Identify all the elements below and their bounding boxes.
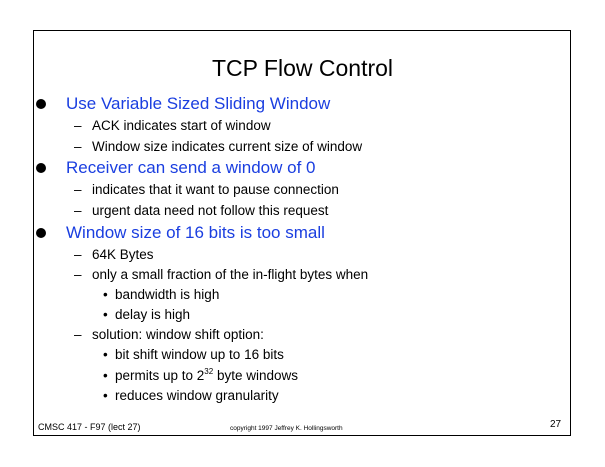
sub-sub-bullet-bandwidth bbox=[103, 286, 220, 304]
small-bullet-icon: • bbox=[103, 368, 108, 383]
footer-course: CMSC 417 - F97 (lect 27) bbox=[38, 422, 141, 432]
sub-bullet-text: ACK indicates start of window bbox=[92, 118, 271, 133]
sub-sub-bullet-text: delay is high bbox=[115, 307, 191, 322]
footer-copyright: copyright 1997 Jeffrey K. Hollingsworth bbox=[230, 425, 343, 432]
sub-bullet-text: Window size indicates current size of window bbox=[92, 139, 363, 154]
bullet-text: Window size of 16 bits is too small bbox=[66, 223, 325, 242]
sub-sub-bullet-text-after: byte windows bbox=[213, 368, 298, 383]
sub-sub-bullet-permits bbox=[103, 367, 298, 385]
sub-bullet-text: only a small fraction of the in-flight bytes when bbox=[92, 267, 369, 282]
sub-bullet-text: indicates that it want to pause connection bbox=[92, 182, 339, 197]
page-number: 27 bbox=[550, 419, 562, 430]
sub-bullet-text: urgent data need not follow this request bbox=[92, 203, 329, 218]
sub-bullet-window-size bbox=[74, 138, 363, 156]
small-bullet-icon: • bbox=[103, 347, 108, 362]
dash-icon: – bbox=[74, 267, 82, 282]
sub-sub-bullet-text: reduces window granularity bbox=[115, 388, 279, 403]
sub-sub-bullet-delay bbox=[103, 306, 191, 324]
slide-title: TCP Flow Control bbox=[211, 55, 394, 81]
sub-bullet-text: 64K Bytes bbox=[92, 247, 154, 262]
sub-sub-bullet-granularity bbox=[103, 387, 279, 405]
exponent: 32 bbox=[204, 367, 214, 376]
small-bullet-icon: • bbox=[103, 307, 108, 322]
dash-icon: – bbox=[74, 139, 82, 154]
sub-bullet-ack-start bbox=[74, 117, 271, 135]
small-bullet-icon: • bbox=[103, 287, 108, 302]
small-bullet-icon: • bbox=[103, 388, 108, 403]
sub-bullet-text: solution: window shift option: bbox=[92, 327, 264, 342]
sub-sub-bullet-bit-shift bbox=[103, 346, 284, 364]
bullet-dot-icon bbox=[36, 228, 46, 238]
sub-bullet-solution bbox=[74, 326, 264, 344]
bullet-dot-icon bbox=[36, 99, 46, 109]
bullet-text: Receiver can send a window of 0 bbox=[66, 158, 316, 177]
dash-icon: – bbox=[74, 327, 82, 342]
sub-sub-bullet-text-before: permits up to 2 bbox=[115, 368, 205, 383]
dash-icon: – bbox=[74, 247, 82, 262]
sub-sub-bullet-text: bit shift window up to 16 bits bbox=[115, 347, 284, 362]
sub-sub-bullet-text: bandwidth is high bbox=[115, 287, 220, 302]
sub-bullet-pause-connection bbox=[74, 181, 339, 199]
dash-icon: – bbox=[74, 182, 82, 197]
bullet-window-too-small bbox=[66, 222, 325, 244]
bullet-text: Use Variable Sized Sliding Window bbox=[66, 94, 331, 113]
sub-bullet-urgent-data bbox=[74, 202, 329, 220]
bullet-receiver-window-zero bbox=[66, 157, 315, 179]
bullet-dot-icon bbox=[36, 163, 46, 173]
dash-icon: – bbox=[74, 203, 82, 218]
sub-bullet-64k-bytes bbox=[74, 246, 154, 264]
dash-icon: – bbox=[74, 118, 82, 133]
bullet-variable-window bbox=[66, 93, 330, 115]
sub-bullet-small-fraction bbox=[74, 266, 369, 284]
